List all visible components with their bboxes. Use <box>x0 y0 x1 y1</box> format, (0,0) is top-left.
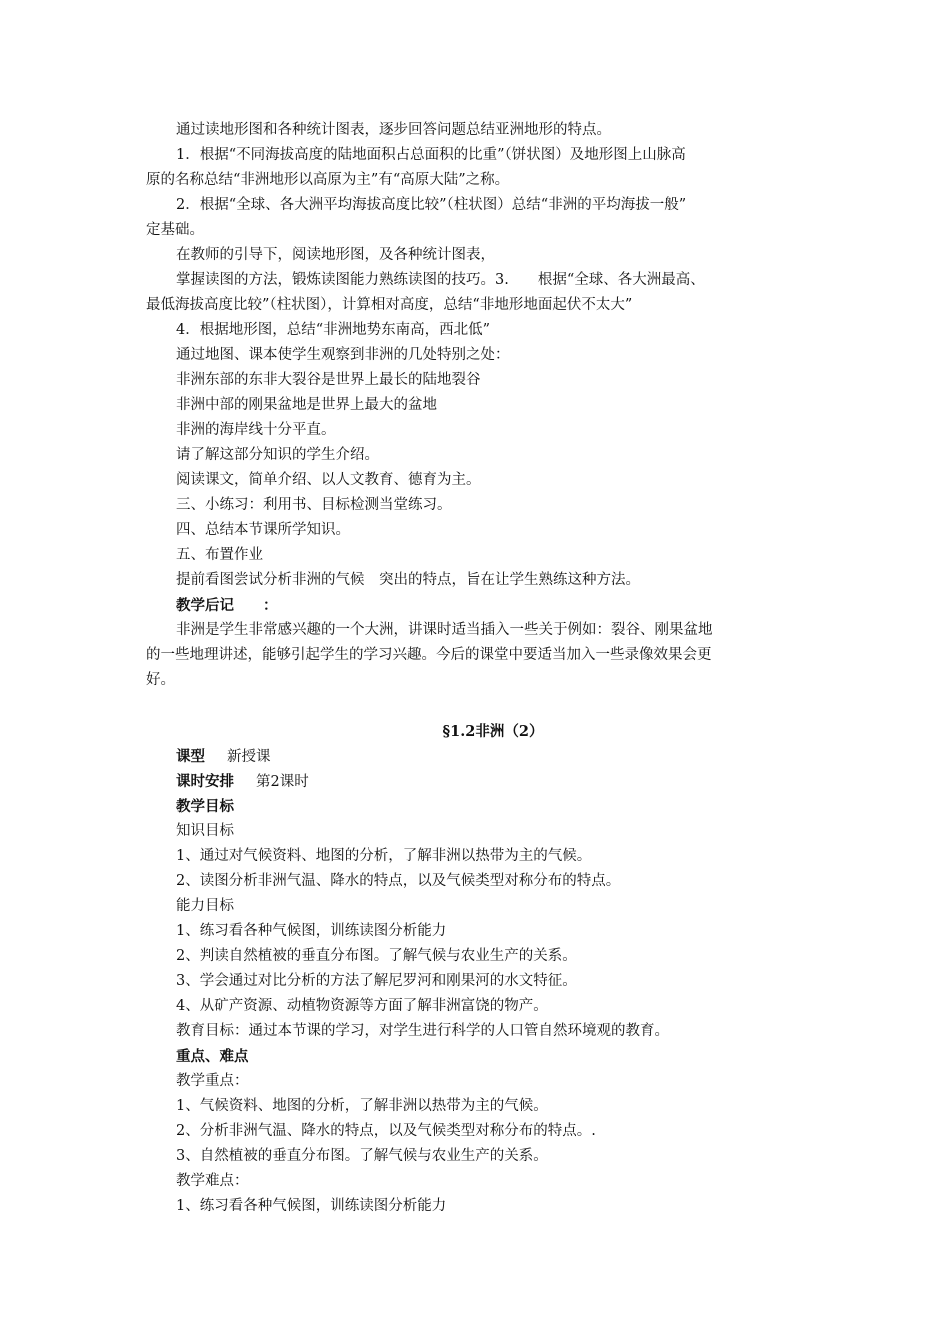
paragraph-line: 非洲的海岸线十分平直。 <box>176 422 336 438</box>
knowledge-heading: 知识目标 <box>176 823 234 839</box>
paragraph-line: 1．根据“不同海拔高度的陆地面积占总面积的比重”（饼状图）及地形图上山脉高 <box>176 147 686 163</box>
paragraph-line: 阅读课文，简单介绍、以人文教育、德育为主。 <box>176 472 481 488</box>
knowledge-item: 2、读图分析非洲气温、降水的特点，以及气候类型对称分布的特点。 <box>176 873 621 889</box>
document-body <box>146 118 810 1219</box>
key-item: 2、分析非洲气温、降水的特点，以及气候类型对称分布的特点。. <box>176 1123 596 1139</box>
paragraph-line: 四、总结本节课所学知识。 <box>176 522 350 538</box>
paragraph-line: 三、小练习：利用书、目标检测当堂练习。 <box>176 497 452 513</box>
objectives-heading: 教学目标 <box>176 798 234 815</box>
paragraph-line: 4．根据地形图，总结“非洲地势东南高，西北低” <box>176 322 491 338</box>
section-gap <box>146 693 810 719</box>
paragraph-line: 掌握读图的方法，锻炼读图能力熟练读图的技巧。3. 根据“全球、各大洲最高、 <box>176 272 705 288</box>
key-points-heading: 重点、难点 <box>176 1048 249 1065</box>
paragraph-line: 提前看图尝试分析非洲的气候 突出的特点，旨在让学生熟练这种方法。 <box>176 572 640 588</box>
postscript-line: 好。 <box>146 672 175 688</box>
education-goal: 教育目标：通过本节课的学习，对学生进行科学的人口管自然环境观的教育。 <box>176 1023 669 1039</box>
paragraph-line: 最低海拔高度比较”（柱状图），计算相对高度，总结“非地形地面起伏不太大” <box>146 297 633 313</box>
key-item: 3、自然植被的垂直分布图。了解气候与农业生产的关系。 <box>176 1148 548 1164</box>
ability-heading: 能力目标 <box>176 898 234 914</box>
paragraph-line: 五、布置作业 <box>176 547 263 563</box>
ability-item: 4、从矿产资源、动植物资源等方面了解非洲富饶的物产。 <box>176 998 548 1014</box>
postscript-line: 非洲是学生非常感兴趣的一个大洲，讲课时适当插入一些关于例如：裂谷、刚果盆地 <box>176 622 713 638</box>
course-type-label: 课型 <box>176 748 205 765</box>
key-heading: 教学重点： <box>176 1073 249 1089</box>
ability-item: 1、练习看各种气候图，训练读图分析能力 <box>176 923 447 939</box>
paragraph-line: 通过读地形图和各种统计图表，逐步回答问题总结亚洲地形的特点。 <box>176 122 611 138</box>
difficult-item: 1、练习看各种气候图，训练读图分析能力 <box>176 1198 447 1214</box>
paragraph-line: 在教师的引导下，阅读地形图，及各种统计图表， <box>176 247 495 263</box>
paragraph-line: 原的名称总结“非洲地形以高原为主”有“高原大陆”之称。 <box>146 172 510 188</box>
section-title: §1.2非洲（2） <box>442 723 544 740</box>
key-item: 1、气候资料、地图的分析，了解非洲以热带为主的气候。 <box>176 1098 548 1114</box>
knowledge-item: 1、通过对气候资料、地图的分析，了解非洲以热带为主的气候。 <box>176 848 592 864</box>
schedule-value: 第2课时 <box>256 774 309 790</box>
paragraph-line: 定基础。 <box>146 222 204 238</box>
ability-item: 3、学会通过对比分析的方法了解尼罗河和刚果河的水文特征。 <box>176 973 577 989</box>
ability-item: 2、判读自然植被的垂直分布图。了解气候与农业生产的关系。 <box>176 948 577 964</box>
course-type-row <box>146 744 810 769</box>
schedule-label: 课时安排 <box>176 773 234 790</box>
postscript-heading: 教学后记 ： <box>176 597 278 614</box>
schedule-row <box>146 769 810 794</box>
paragraph-line: 2．根据“全球、各大洲平均海拔高度比较”（柱状图）总结“非洲的平均海拔一般” <box>176 197 687 213</box>
paragraph-line: 非洲东部的东非大裂谷是世界上最长的陆地裂谷 <box>176 372 481 388</box>
paragraph-line: 通过地图、课本使学生观察到非洲的几处特别之处： <box>176 347 510 363</box>
difficult-heading: 教学难点： <box>176 1173 249 1189</box>
paragraph-line: 非洲中部的刚果盆地是世界上最大的盆地 <box>176 397 437 413</box>
course-type-value: 新授课 <box>227 749 271 765</box>
paragraph-line: 请了解这部分知识的学生介绍。 <box>176 447 379 463</box>
postscript-line: 的一些地理讲述，能够引起学生的学习兴趣。今后的课堂中要适当加入一些录像效果会更 <box>146 647 712 663</box>
